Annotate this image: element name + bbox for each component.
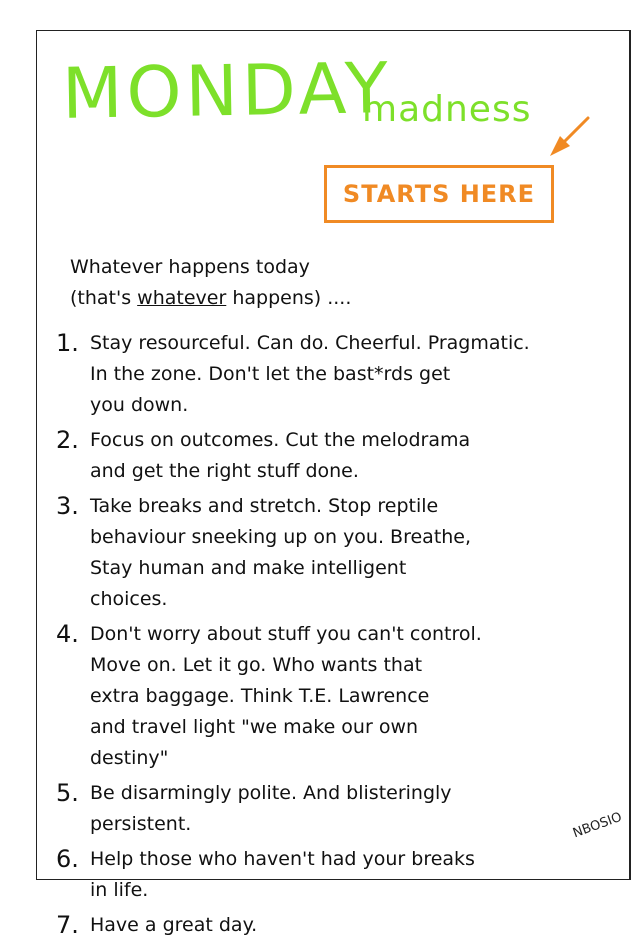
list-item-number: 4. [56, 620, 79, 648]
starts-here-box [324, 165, 554, 223]
list-item-line: behaviour sneeking up on you. Breathe, [90, 526, 472, 548]
signature: NBOSIO [570, 809, 624, 842]
list-item-line: you down. [90, 394, 189, 416]
list-item-number: 5. [56, 779, 79, 807]
list-item-line: Focus on outcomes. Cut the melodrama [90, 429, 471, 451]
starts-here-text: STARTS HERE [342, 180, 536, 208]
list-item-number: 1. [56, 329, 79, 357]
list-item-line: Have a great day. [90, 914, 258, 936]
list-item [56, 425, 596, 487]
list-item-line: Take breaks and stretch. Stop reptile [90, 495, 439, 517]
list-item-line: and get the right stuff done. [90, 460, 359, 482]
title-madness: madness [362, 89, 532, 130]
intro-line-2: (that's whatever happens) .... [70, 287, 352, 309]
list-item [56, 619, 596, 774]
intro-line-1: Whatever happens today [70, 256, 310, 278]
list-item-line: Don't worry about stuff you can't control. [90, 623, 482, 645]
list-item-number: 6. [56, 845, 79, 873]
list-item-line: Stay resourceful. Can do. Cheerful. Pragmatic. [90, 332, 530, 354]
list-item-number: 7. [56, 911, 79, 939]
list-item [56, 844, 596, 906]
list-item-line: Be disarmingly polite. And blisteringly [90, 782, 452, 804]
list-item-line: Move on. Let it go. Who wants that [90, 654, 423, 676]
list-item-line: Help those who haven't had your breaks [90, 848, 475, 870]
underlined-word: whatever [137, 287, 227, 309]
list-item-number: 2. [56, 426, 79, 454]
list-item-line: and travel light "we make our own [90, 716, 419, 738]
rules-list [56, 328, 596, 945]
title-monday: MONDAY [61, 47, 393, 135]
list-item [56, 778, 596, 840]
list-item-line: extra baggage. Think T.E. Lawrence [90, 685, 430, 707]
list-item [56, 328, 596, 421]
arrow-icon [540, 112, 594, 166]
list-item-line: In the zone. Don't let the bast*rds get [90, 363, 451, 385]
list-item [56, 491, 596, 615]
intro [70, 252, 590, 314]
list-item-line: choices. [90, 588, 168, 610]
list-item-line: persistent. [90, 813, 192, 835]
list-item-line: destiny" [90, 747, 169, 769]
page-edge [629, 30, 631, 880]
list-item-line: in life. [90, 879, 149, 901]
list-item [56, 910, 596, 941]
list-item-number: 3. [56, 492, 79, 520]
list-item-line: Stay human and make intelligent [90, 557, 407, 579]
